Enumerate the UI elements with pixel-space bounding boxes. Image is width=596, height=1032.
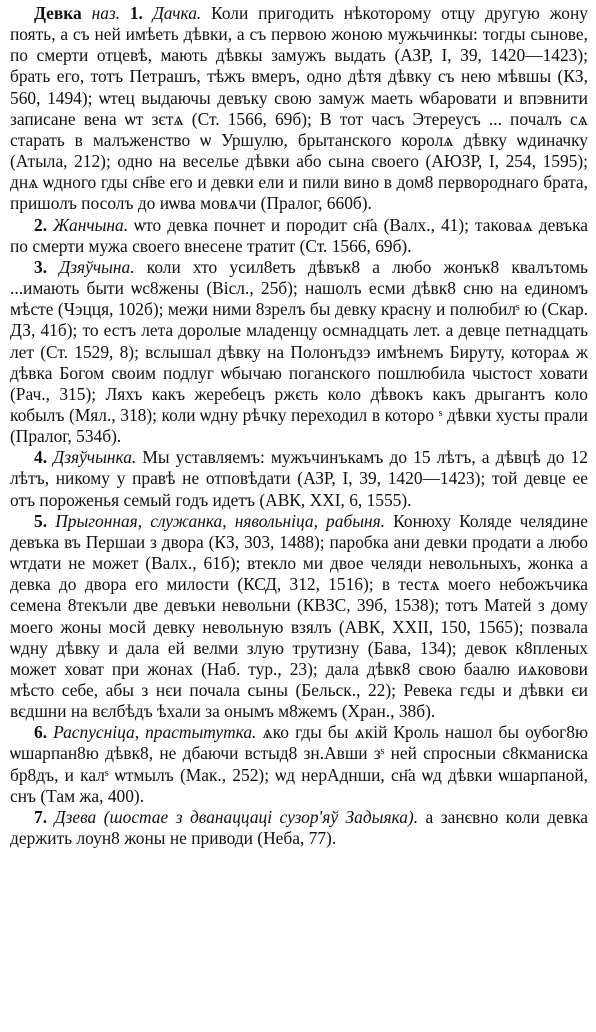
sense-number: 4. [34, 447, 48, 468]
sense-gloss: Прыгонная, служанка, нявольніца, рабыня. [55, 510, 386, 531]
sense-gloss: Дзева (шостае з дванаццаці сузор'яў Задыяка). [54, 806, 419, 827]
headword: Девка [34, 3, 82, 23]
part-of-speech: наз. [91, 3, 121, 23]
sense-text: ѧко гды бы ѧкій Кроль нашол бы оубог8ю ѡшарпан8ю дѣвк8, не дбаючи встыд8 зн.Авши зˢ ней спросныи с8кманиска бр8дъ, и калˢ ѡтмылъ (Мак., 252); ѡд нерАднши, сн҃а ѡд дѣвки ѡшарпаной, снъ (Там жа, 400). [10, 722, 588, 806]
sense-1 [10, 3, 588, 215]
sense-text: Коли пригодить нѣкоторому отцу другую жону поять, а съ ней имѣеть дѣвки, а съ первою жоною мужьчинкы: тогды сынове, по смерти отцевѣ, мають дѣвкы замужъ выдать (АЗР, I, 39, 1420—1423); брать его, тотъ Петрашъ, тѣжъ вмеръ, одно дѣтя дѣвку съ нею мѣвшы (КЗ, 560, 1494); ѡтец выдаючы девъку свою замуж маеть ѡбаровати и впэвнити записане вена ѡт зєтѧ (Ст. 1566, 69б); В тот часъ Этереусъ ... почалъ сѧ старать в малъженство ѡ Уршулю, брытанского королѧ дѣвку ѡдиначку (Атыла, 212); одно на веселье дѣвки або сына своего (АЮЗР, I, 254, 1595); днѧ ѡдного гды сн҃ве его и девки ели и пили вино в дом8 первороднаго брата, пришолъ посолъ до иѡва мовѧчи (Пралог, 660б). [10, 3, 588, 214]
sense-text: коли хто усил8еть дѣвък8 а любо жонък8 квалътомь ...имають быти ѡс8жены (Вісл., 25б); нашолъ есми дѣвк8 сню на единомъ мѣсте (Чэцця, 102б); межи ними 8зрелъ бы девку красну и полюбилˢ ю (Скар. ДЗ, 41б); то естъ лета доролые младенцу осмнадцать лет. а девце петнадцать лет (Ст. 1529, 8); вслышал дѣвку на Полонъдзэ имѣнемъ Бируту, котораѧ ж дѣвка Богом своим подлуг ѡбычаю поганского пошлюбила чыстост ховати (Рач., 315); Ляхъ какъ жеребецъ ржєть коло дѣвокъ какъ дрыгантъ коло кобылъ (Мял., 318); коли ѡдну рѣчку переходил в которо ˢ дѣвки хусты прали (Пралог, 534б). [10, 256, 588, 447]
sense-2 [10, 215, 588, 257]
sense-gloss: Дзяўчына. [59, 256, 135, 277]
sense-6 [10, 722, 588, 807]
sense-gloss: Дзяўчынка. [53, 447, 137, 468]
sense-gloss: Жанчына. [53, 214, 129, 235]
sense-text: Конюху Коляде челядине девъка въ Першаи з двора (КЗ, 303, 1488); паробка ани девки продати а любо ѡтдати не может (Валх., 61б); втекло ми двое челяди невольныхъ, жонка а девка до двора его милости (КСД, 312, 1516); в тестѧ моего небожъчика семена 8текъли две девъки невольни (КВЗС, 39б, 1538); тотъ Матей з дому моего жоны мосй девку невольную взялъ (АВК, XXII, 150, 1565); позвала ѡдну дѣвку и дала ей велми злую трутизну (Бава, 134); девок к8пленых может ховат при жонах (Наб. тур., 23); дала дѣвк8 свою баалю иѧковови мѣсто себе, абы з нєи почала сыны (Бельск., 22); Ревека гєды и дѣвки єи вєдшни на вєлбѣдъ ѣхали за онымъ м8жемъ (Хран., 38б). [10, 510, 588, 722]
sense-number: 1. [129, 3, 143, 23]
sense-5 [10, 511, 588, 723]
sense-number: 2. [34, 214, 48, 235]
sense-text: а занєвно коли девка держить лоун8 жоны не приводи (Неба, 77). [10, 806, 588, 849]
sense-gloss: Распусніца, прастытутка. [53, 722, 257, 743]
sense-number: 7. [34, 806, 48, 827]
sense-7 [10, 807, 588, 849]
sense-gloss: Дачка. [152, 3, 202, 23]
sense-4 [10, 447, 588, 510]
sense-text: Мы уставляемъ: мужъчинъкамъ до 15 лѣтъ, а дѣвцѣ до 12 лѣтъ, никому у правѣ не отповѣдати (АЗР, I, 39, 1420—1423); той девце ее отъ пороженья семый годъ идетъ (АВК, XXI, 6, 1555). [10, 447, 588, 510]
sense-number: 6. [34, 722, 48, 743]
sense-3 [10, 257, 588, 447]
sense-number: 3. [34, 256, 48, 277]
sense-text: ѡто девка почнет и породит сн҃а (Валх., 41); таковаѧ девъка по смерти мужа своего внесене тратит (Ст. 1566, 69б). [10, 214, 588, 256]
sense-number: 5. [34, 510, 48, 531]
